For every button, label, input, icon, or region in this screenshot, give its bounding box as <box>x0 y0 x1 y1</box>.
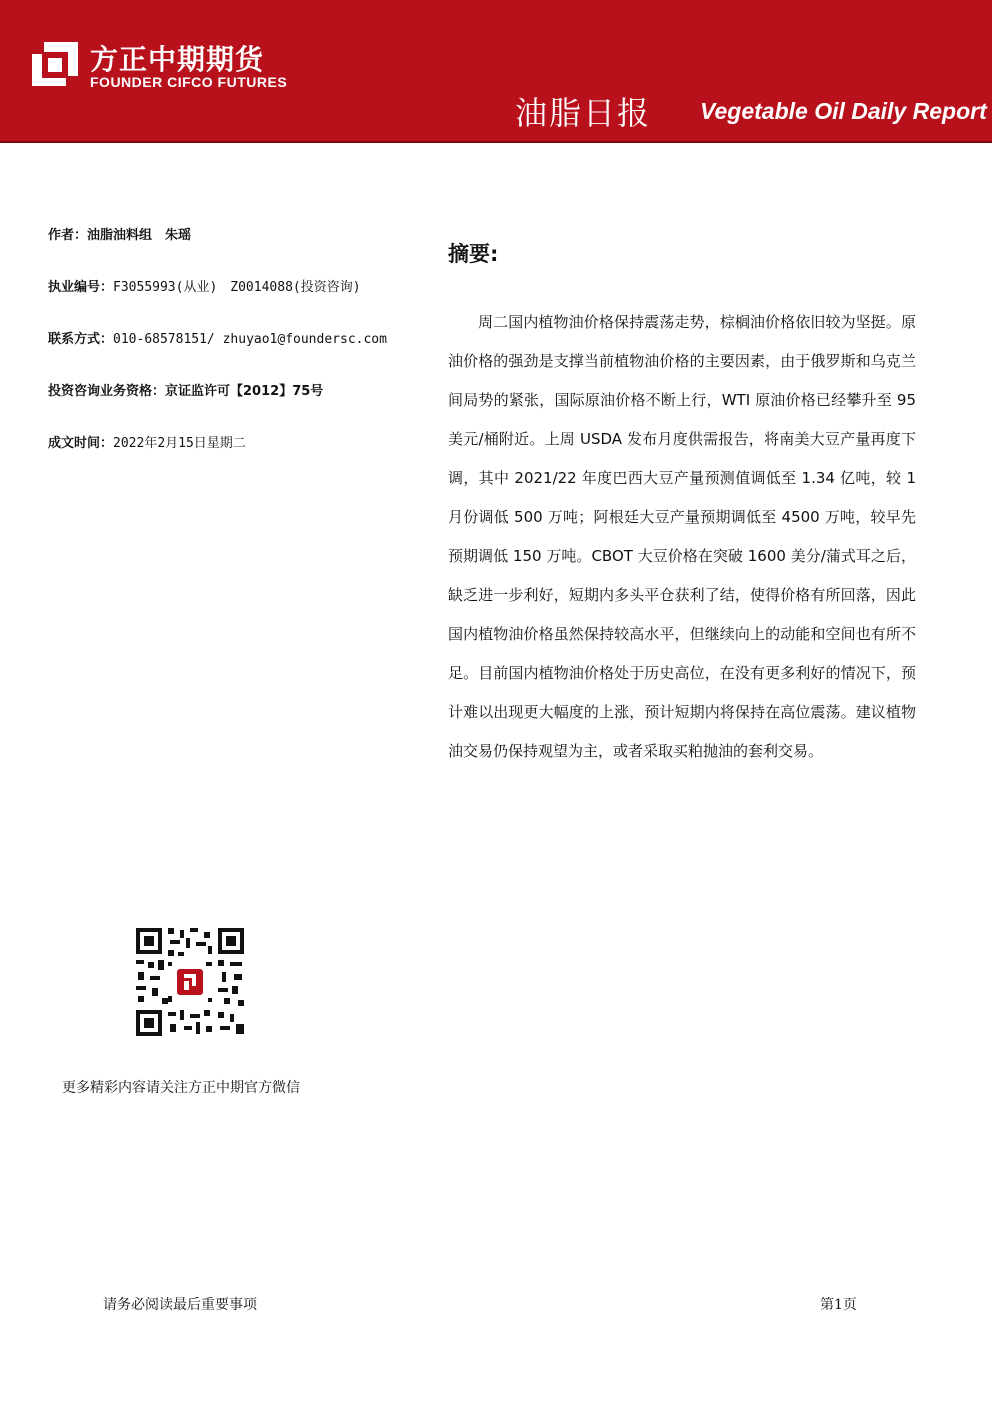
meta-key: 成文时间： <box>48 436 114 451</box>
wechat-qr-code-icon[interactable] <box>134 926 246 1038</box>
author-info <box>48 224 448 484</box>
company-name-en: FOUNDER CIFCO FUTURES <box>90 74 288 90</box>
founder-logo-icon <box>30 40 80 88</box>
meta-value: 010-68578151/ zhuyao1@foundersc.com <box>113 332 387 347</box>
header-divider <box>0 141 992 143</box>
meta-key: 作者： <box>48 228 88 243</box>
footer-notice: 请务必阅读最后重要事项 <box>103 1297 257 1313</box>
meta-qualification <box>48 380 448 432</box>
meta-value: 2022年2月15日星期二 <box>113 436 246 451</box>
meta-date <box>48 432 448 484</box>
report-header <box>0 0 992 141</box>
meta-value: F3055993(从业) Z0014088(投资咨询) <box>113 280 361 295</box>
summary-body: 周二国内植物油价格保持震荡走势，棕榈油价格依旧较为坚挺。原油价格的强劲是支撑当前植物油价格的主要因素，由于俄罗斯和乌克兰间局势的紧张，国际原油价格不断上行，WTI 原油价格已经攀升至 95 美元/桶附近。上周 USDA 发布月度供需报告，将南美大豆产量再度下调，其中 2021/22 年度巴西大豆产量预测值调低至 1.34 亿吨，较 1 月份调低 500 万吨；阿根廷大豆产量预期调低至 4500 万吨，较早先预期调低 150 万吨。CBOT 大豆价格在突破 1600 美分/蒲式耳之后，缺乏进一步利好，短期内多头平仓获利了结，使得价格有所回落，因此国内植物油价格虽然保持较高水平，但继续向上的动能和空间也有所不足。目前国内植物油价格处于历史高位，在没有更多利好的情况下，预计难以出现更大幅度的上涨，预计短期内将保持在高位震荡。建议植物油交易仍保持观望为主，或者采取买粕抛油的套利交易。 <box>448 313 916 760</box>
meta-value: 京证监许可【2012】75号 <box>165 384 324 399</box>
meta-value: 油脂油料组 朱瑶 <box>87 228 192 243</box>
meta-key: 投资咨询业务资格： <box>48 384 166 399</box>
meta-author <box>48 224 448 276</box>
page-number: 第1页 <box>820 1297 857 1313</box>
summary-heading: 摘要: <box>448 242 499 266</box>
meta-key: 执业编号： <box>48 280 114 295</box>
meta-key: 联系方式： <box>48 332 114 347</box>
company-name-cn: 方正中期期货 <box>90 43 265 76</box>
meta-contact <box>48 328 448 380</box>
report-title-en: Vegetable Oil Daily Report <box>700 98 987 124</box>
report-title-cn: 油脂日报 <box>515 94 652 132</box>
meta-license <box>48 276 448 328</box>
qr-caption: 更多精彩内容请关注方正中期官方微信 <box>62 1080 300 1096</box>
